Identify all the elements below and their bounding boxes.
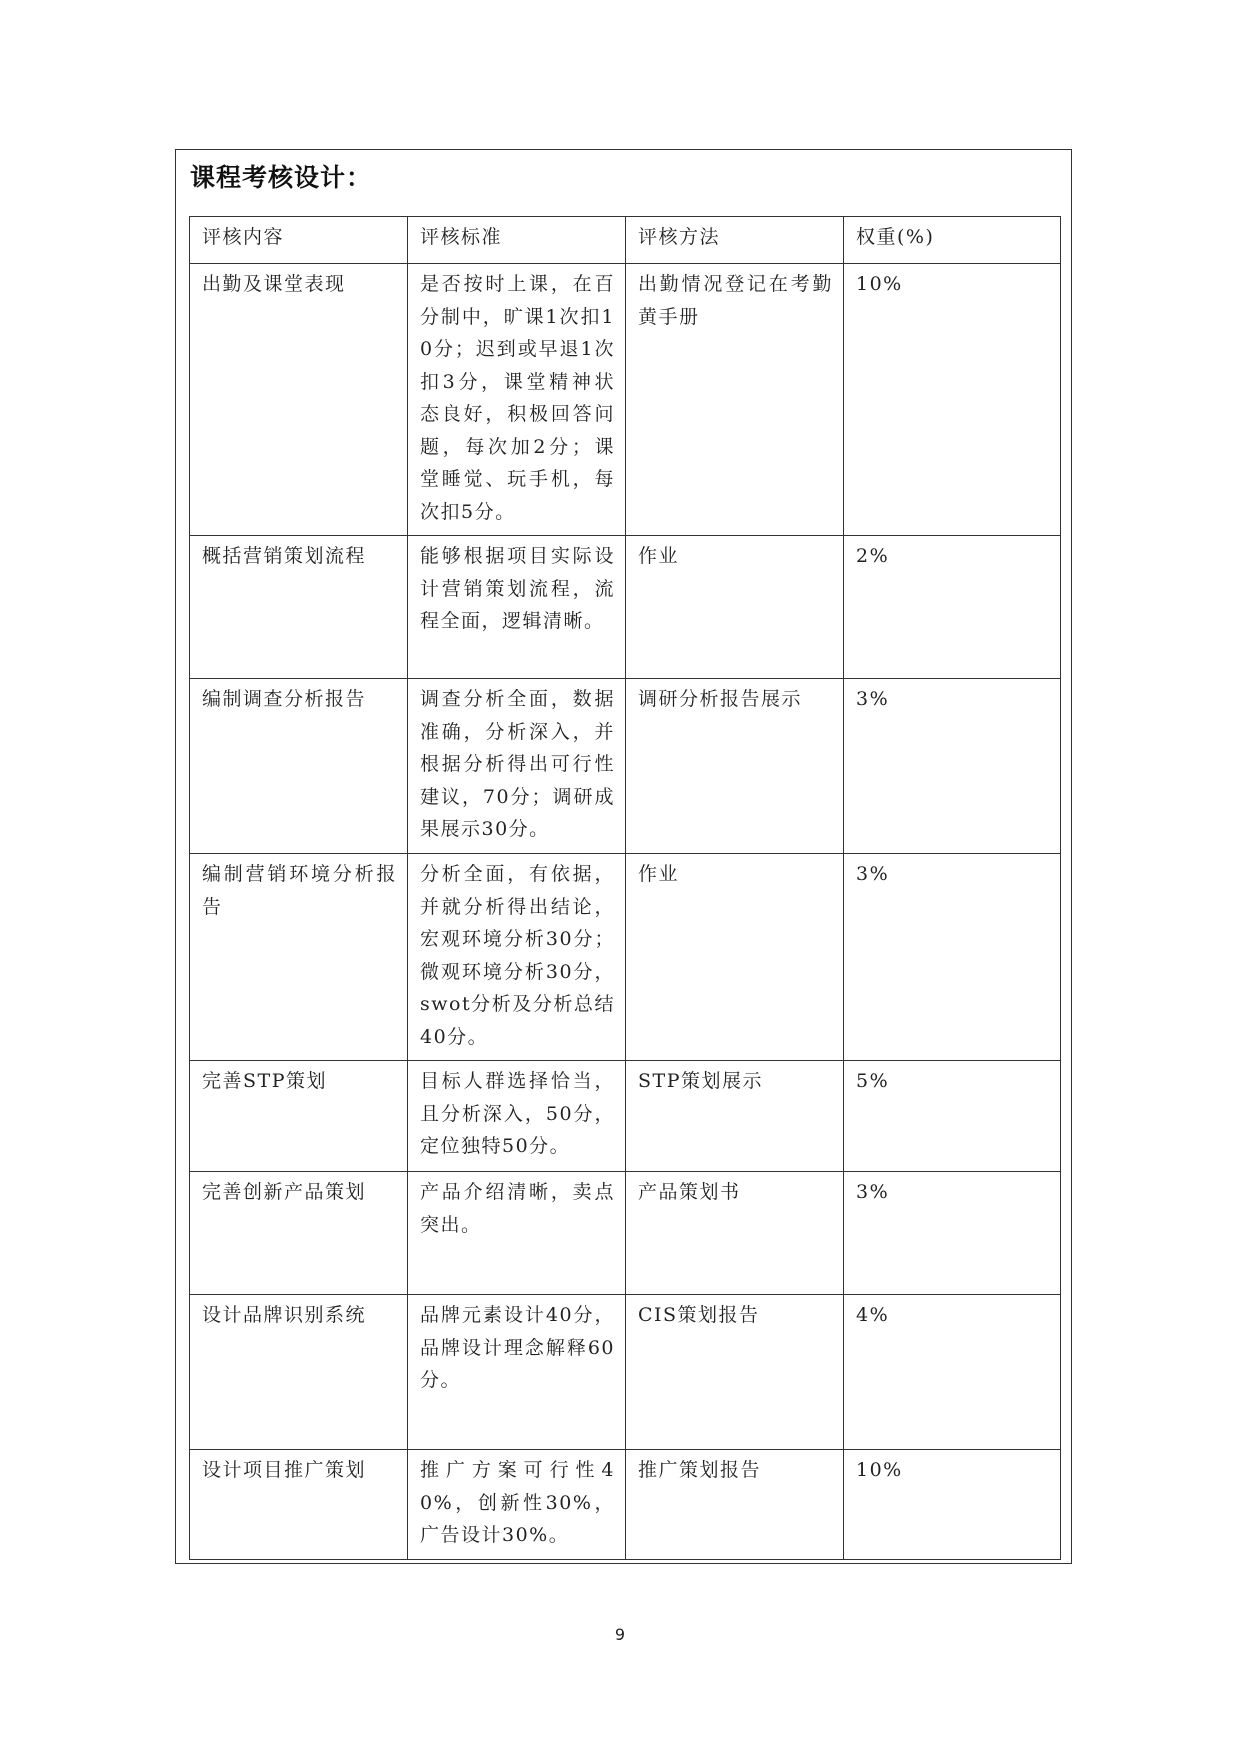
table-row [190,1450,1061,1560]
row-weight: 10% [844,1450,1061,1560]
row-method: 产品策划书 [626,1172,844,1295]
row-weight: 3% [844,1172,1061,1295]
table-row [190,679,1061,854]
assessment-table [189,216,1061,1560]
header-item: 评核内容 [190,217,408,264]
table-row [190,536,1061,679]
header-weight: 权重(%) [844,217,1061,264]
table-row [190,264,1061,536]
table-header-row [190,217,1061,264]
row-criteria: 品牌元素设计40分，品牌设计理念解释60分。 [408,1295,626,1450]
row-weight: 5% [844,1061,1061,1172]
row-method: CIS策划报告 [626,1295,844,1450]
header-criteria: 评核标准 [408,217,626,264]
row-criteria: 是否按时上课，在百分制中，旷课1次扣10分；迟到或早退1次扣3分，课堂精神状态良好，积极回答问题，每次加2分；课堂睡觉、玩手机，每次扣5分。 [408,264,626,536]
row-item: 完善STP策划 [190,1061,408,1172]
table-row [190,1295,1061,1450]
row-criteria: 分析全面，有依据，并就分析得出结论，宏观环境分析30分；微观环境分析30分，swot分析及分析总结40分。 [408,854,626,1061]
row-method: 出勤情况登记在考勤黄手册 [626,264,844,536]
header-method: 评核方法 [626,217,844,264]
table-row [190,1061,1061,1172]
row-criteria: 推广方案可行性40%，创新性30%，广告设计30%。 [408,1450,626,1560]
row-weight: 3% [844,679,1061,854]
row-item: 编制营销环境分析报告 [190,854,408,1061]
row-item: 设计项目推广策划 [190,1450,408,1560]
row-item: 概括营销策划流程 [190,536,408,679]
row-weight: 2% [844,536,1061,679]
row-item: 设计品牌识别系统 [190,1295,408,1450]
row-method: STP策划展示 [626,1061,844,1172]
row-method: 作业 [626,536,844,679]
row-criteria: 产品介绍清晰，卖点突出。 [408,1172,626,1295]
table-row [190,854,1061,1061]
row-weight: 3% [844,854,1061,1061]
section-title: 课程考核设计： [190,163,373,192]
table-row [190,1172,1061,1295]
row-method: 推广策划报告 [626,1450,844,1560]
row-method: 调研分析报告展示 [626,679,844,854]
row-weight: 10% [844,264,1061,536]
assessment-section-frame [175,149,1072,1564]
row-item: 编制调查分析报告 [190,679,408,854]
row-weight: 4% [844,1295,1061,1450]
row-criteria: 调查分析全面，数据准确，分析深入，并根据分析得出可行性建议，70分；调研成果展示30分。 [408,679,626,854]
row-criteria: 能够根据项目实际设计营销策划流程，流程全面，逻辑清晰。 [408,536,626,679]
row-method: 作业 [626,854,844,1061]
row-item: 出勤及课堂表现 [190,264,408,536]
page-number: 9 [614,1625,626,1644]
row-item: 完善创新产品策划 [190,1172,408,1295]
row-criteria: 目标人群选择恰当，且分析深入，50分，定位独特50分。 [408,1061,626,1172]
